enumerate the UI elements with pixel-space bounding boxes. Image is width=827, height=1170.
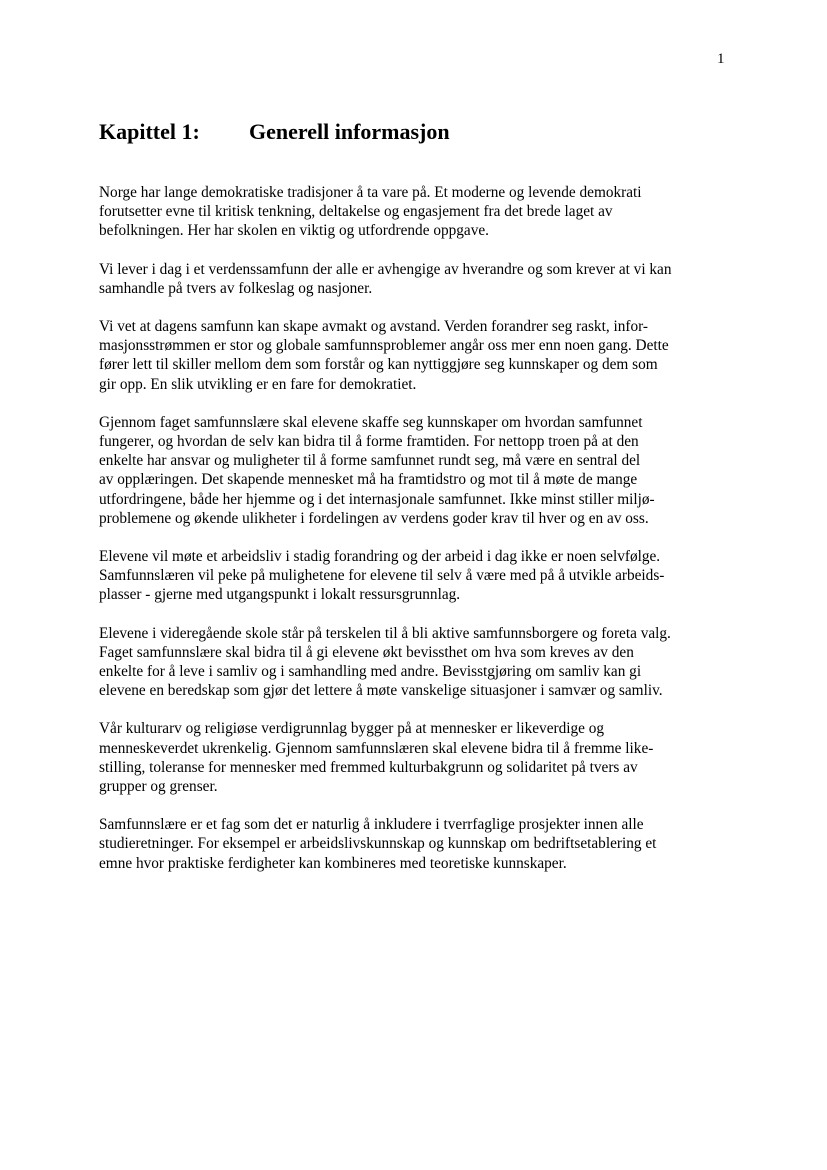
text-line: Samfunnslæren vil peke på mulighetene for elevene til selv å være med på å utvikle arbeids- (99, 567, 665, 585)
text-line: samhandle på tvers av folkeslag og nasjoner. (99, 279, 373, 297)
text-line: utfordringene, både her hjemme og i det internasjonale samfunnet. Ikke minst stiller miljø- (99, 490, 655, 508)
paragraph (99, 260, 739, 298)
chapter-title: Generell informasjon (249, 119, 450, 144)
text-line: gir opp. En slik utvikling er en fare for demokratiet. (99, 375, 417, 393)
paragraph (99, 719, 739, 796)
text-line: plasser - gjerne med utgangspunkt i lokalt ressursgrunnlag. (99, 586, 461, 604)
text-line: elevene en beredskap som gjør det lettere å møte vanskelige situasjoner i samvær og samliv. (99, 682, 663, 700)
paragraph (99, 183, 739, 241)
paragraph (99, 413, 739, 528)
paragraph (99, 317, 739, 394)
text-line: forutsetter evne til kritisk tenkning, deltakelse og engasjement fra det brede laget av (99, 203, 613, 221)
text-line: stilling, toleranse for mennesker med fremmed kulturbakgrunn og solidaritet på tvers av (99, 758, 638, 776)
text-line: menneskeverdet ukrenkelig. Gjennom samfunnslæren skal elevene bidra til å fremme like- (99, 739, 654, 757)
text-line: Gjennom faget samfunnslære skal elevene skaffe seg kunnskaper om hvordan samfunnet (99, 413, 643, 431)
text-line: av opplæringen. Det skapende mennesket må ha framtidstro og mot til å møte de mange (99, 471, 638, 489)
chapter-heading (99, 118, 450, 146)
text-line: emne hvor praktiske ferdigheter kan kombineres med teoretiske kunnskaper. (99, 854, 567, 872)
page-number: 1 (717, 51, 725, 67)
text-line: befolkningen. Her har skolen en viktig og utfordrende oppgave. (99, 222, 489, 240)
chapter-number: Kapittel 1: (99, 119, 200, 144)
text-line: problemene og økende ulikheter i fordelingen av verdens goder krav til hver og en av oss. (99, 509, 649, 527)
text-line: Faget samfunnslære skal bidra til å gi elevene økt bevissthet om hva som kreves av den (99, 643, 634, 661)
text-line: enkelte for å leve i samliv og i samhandling med andre. Bevisstgjøring om samliv kan gi (99, 663, 642, 681)
paragraph (99, 547, 739, 605)
text-line: Elevene i videregående skole står på terskelen til å bli aktive samfunnsborgere og foreta valg. (99, 624, 671, 642)
text-line: fungerer, og hvordan de selv kan bidra til å forme framtiden. For nettopp troen på at den (99, 433, 639, 451)
text-line: Vi lever i dag i et verdenssamfunn der alle er avhengige av hverandre og som krever at vi kan (99, 260, 672, 278)
text-line: studieretninger. For eksempel er arbeidslivskunnskap og kunnskap om bedriftsetablering et (99, 835, 657, 853)
text-line: Vår kulturarv og religiøse verdigrunnlag bygger på at mennesker er likeverdige og (99, 720, 605, 738)
paragraph (99, 624, 739, 701)
paragraph (99, 815, 739, 873)
text-line: masjonsstrømmen er stor og globale samfunnsproblemer angår oss mer enn noen gang. Dette (99, 337, 669, 355)
text-line: enkelte har ansvar og muligheter til å forme samfunnet rundt seg, må være en sentral del (99, 452, 641, 470)
text-line: Vi vet at dagens samfunn kan skape avmakt og avstand. Verden forandrer seg raskt, infor- (99, 318, 649, 336)
body-text (99, 183, 739, 892)
text-line: grupper og grenser. (99, 778, 218, 796)
text-line: Samfunnslære er et fag som det er naturlig å inkludere i tverrfaglige prosjekter innen alle (99, 816, 644, 834)
text-line: Elevene vil møte et arbeidsliv i stadig forandring og der arbeid i dag ikke er noen selvfølge. (99, 548, 661, 566)
text-line: Norge har lange demokratiske tradisjoner å ta vare på. Et moderne og levende demokrati (99, 184, 642, 201)
text-line: fører lett til skiller mellom dem som forstår og kan nyttiggjøre seg kunnskaper og dem som (99, 356, 658, 374)
